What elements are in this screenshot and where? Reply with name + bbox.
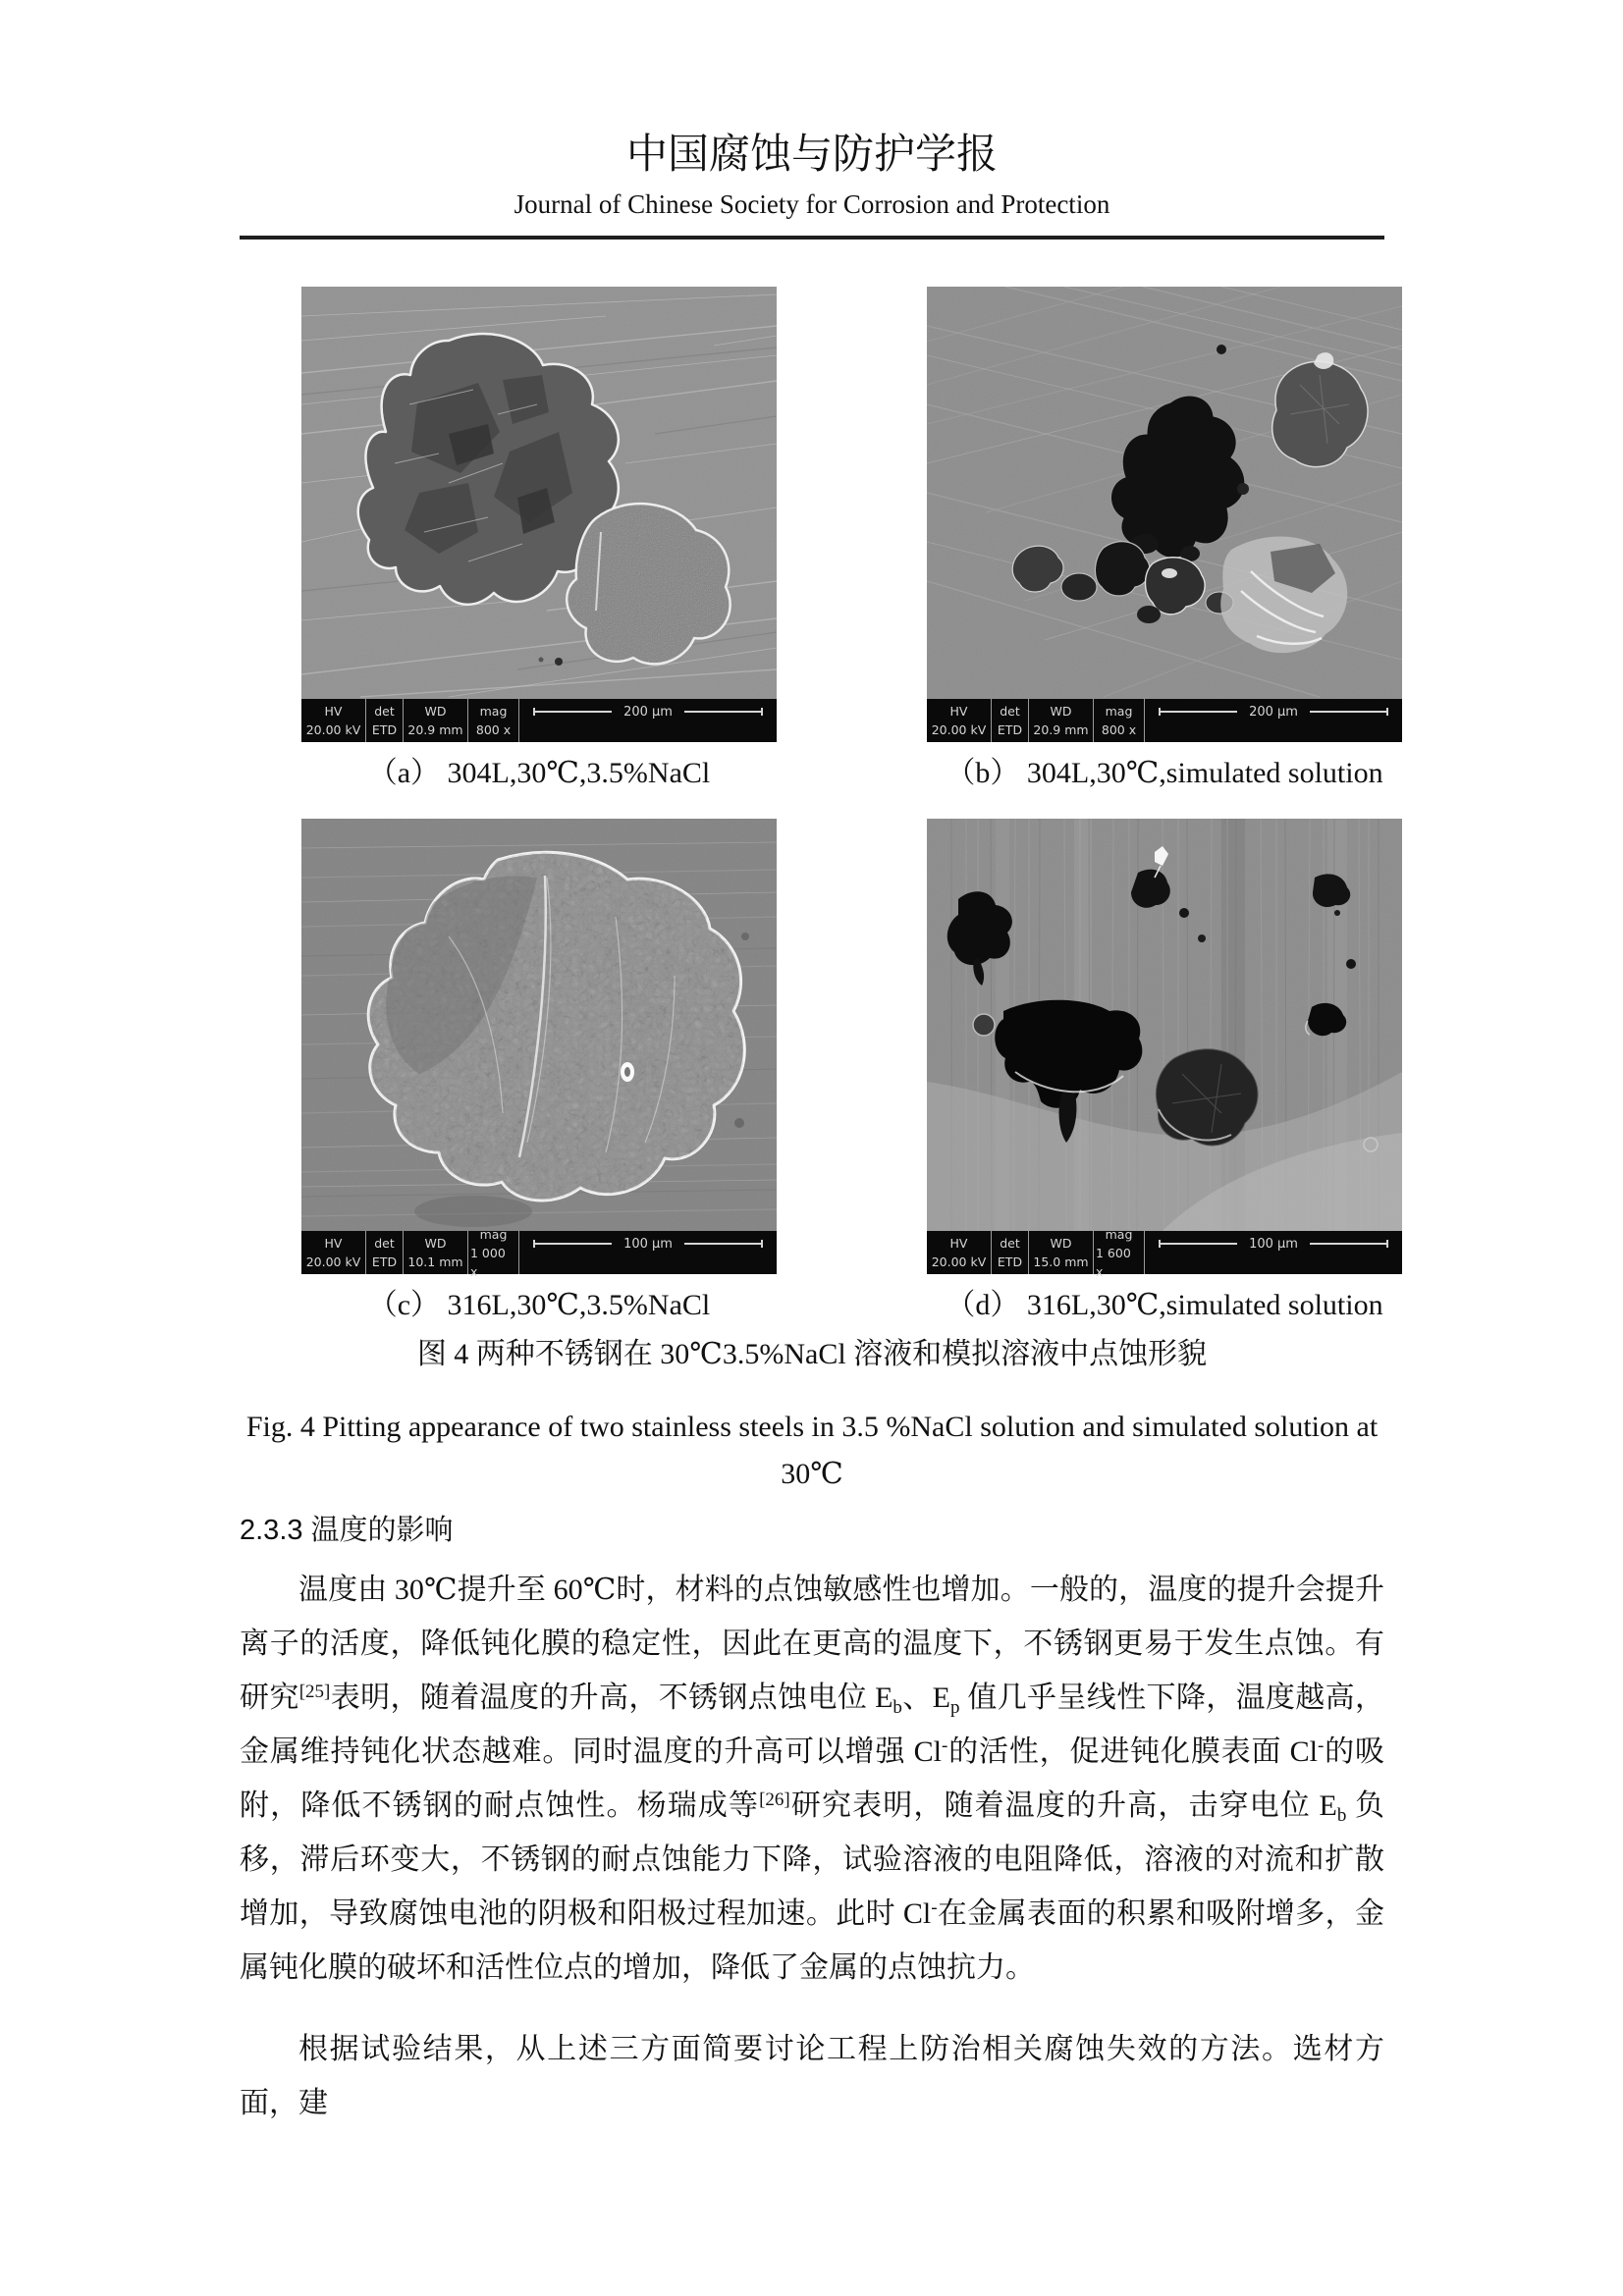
sem-info-bar-c: [301, 1226, 777, 1279]
bar-hv-label: HV: [949, 1236, 968, 1251]
scale-label: 100 µm: [623, 1236, 673, 1252]
figure-column-left: [301, 287, 777, 1351]
scale-label: 200 µm: [623, 704, 673, 720]
panel-caption-c: （c） 316L,30℃,3.5%NaCl: [367, 1289, 711, 1321]
figure4-caption-en-line1: Fig. 4 Pitting appearance of two stainless steels in 3.5 %NaCl solution and simulated solution at: [245, 1411, 1379, 1443]
sem-info-bar-b: [927, 699, 1402, 742]
scale-bar: [519, 699, 777, 724]
bar-hv-label: HV: [324, 1236, 343, 1251]
figure-column-right: [927, 287, 1402, 1351]
bar-det-value: ETD: [371, 722, 398, 737]
masthead: [240, 132, 1384, 240]
sem-info-bar-d: [927, 1226, 1402, 1279]
bar-mag-label: mag: [479, 704, 508, 719]
bar-det-value: ETD: [371, 1255, 398, 1269]
bar-det-label: det: [374, 1236, 395, 1251]
sem-micrograph-c: [301, 819, 777, 1231]
panel-caption-d: （d） 316L,30℃,simulated solution: [946, 1289, 1383, 1321]
scale-bar: [519, 1231, 777, 1256]
bar-hv-value: 20.00 kV: [305, 722, 361, 737]
bar-hv-label: HV: [949, 704, 968, 719]
bar-det-value: ETD: [997, 1255, 1023, 1269]
scale-label: 100 µm: [1249, 1236, 1298, 1252]
sem-panel-b: [927, 287, 1402, 742]
bar-det-label: det: [374, 704, 395, 719]
scale-label: 200 µm: [1249, 704, 1298, 720]
bar-wd-label: WD: [424, 1236, 447, 1251]
sem-info-bar-a: [301, 699, 777, 742]
bar-det-label: det: [1000, 704, 1020, 719]
sem-panel-d: [927, 819, 1402, 1279]
sem-micrograph-a: [301, 287, 777, 699]
bar-mag-label: mag: [1105, 1226, 1133, 1242]
figure4-caption-zh: 图 4 两种不锈钢在 30℃3.5%NaCl 溶液和模拟溶液中点蚀形貌: [416, 1338, 1208, 1370]
bar-wd-label: WD: [1050, 1236, 1072, 1251]
bar-mag-value: 1 000 x: [470, 1245, 506, 1279]
sem-panel-a: [301, 287, 777, 742]
bar-wd-value: 10.1 mm: [407, 1255, 463, 1269]
bar-hv-value: 20.00 kV: [931, 722, 987, 737]
bar-wd-label: WD: [424, 704, 447, 719]
masthead-rule: [240, 236, 1384, 240]
figure4-caption-en: [193, 1404, 1431, 1498]
sem-micrograph-b: [927, 287, 1402, 699]
figure4-caption-en-line2: 30℃: [781, 1458, 843, 1490]
bar-mag-label: mag: [1105, 704, 1133, 719]
bar-wd-value: 20.9 mm: [407, 722, 463, 737]
panel-caption-a: （a） 304L,30℃,3.5%NaCl: [367, 757, 711, 789]
bar-mag-value: 800 x: [1101, 722, 1137, 737]
bar-hv-label: HV: [324, 704, 343, 719]
bar-mag-label: mag: [479, 1226, 508, 1242]
paragraph-prevention-intro: 根据试验结果，从上述三方面简要讨论工程上防治相关腐蚀失效的方法。选材方面，建: [240, 2033, 1384, 2119]
bar-wd-value: 15.0 mm: [1033, 1255, 1089, 1269]
scale-bar: [1145, 1231, 1402, 1256]
panel-caption-b: （b） 304L,30℃,simulated solution: [946, 757, 1383, 789]
paragraph-temperature-effect: 温度由 30℃提升至 60℃时，材料的点蚀敏感性也增加。一般的，温度的提升会提升离子的活度，降低钝化膜的稳定性，因此在更高的温度下，不锈钢更易于发生点蚀。有研究[25]表明，随着温度的升高，不锈钢点蚀电位 $E_b$、$E_p$ 值几乎呈线性下降，温度越高，金属维持钝化状态越难。同时温度的升高可以增强 Cl-的活性，促进钝化膜表面 Cl-的吸附，降低不锈钢的耐点蚀性。杨瑞成等[26]研究表明，随着温度的升高，击穿电位 $E_b$ 负移，滞后环变大，不锈钢的耐点蚀能力下降，试验溶液的电阻降低，溶液的对流和扩散增加，导致腐蚀电池的阴极和阳极过程加速。此时 Cl-在金属表面的积累和吸附增多，金属钝化膜的破坏和活性位点的增加，降低了金属的点蚀抗力。: [240, 1574, 1385, 1984]
bar-wd-value: 20.9 mm: [1033, 722, 1089, 737]
scale-bar: [1145, 699, 1402, 724]
bar-mag-value: 800 x: [475, 722, 512, 737]
sem-micrograph-d: [927, 819, 1402, 1231]
section-heading-2-3-3: 2.3.3 温度的影响: [240, 1515, 454, 1546]
body-text: [240, 1563, 1384, 2130]
sem-panel-c: [301, 819, 777, 1279]
bar-det-label: det: [1000, 1236, 1020, 1251]
bar-mag-value: 1 600 x: [1096, 1245, 1131, 1279]
bar-det-value: ETD: [997, 722, 1023, 737]
journal-title-zh: 中国腐蚀与防护学报: [625, 133, 998, 178]
bar-hv-value: 20.00 kV: [305, 1255, 361, 1269]
figure4-grid: [301, 287, 1402, 1351]
bar-hv-value: 20.00 kV: [931, 1255, 987, 1269]
bar-wd-label: WD: [1050, 704, 1072, 719]
journal-title-en: Journal of Chinese Society for Corrosion and Protection: [514, 189, 1110, 219]
